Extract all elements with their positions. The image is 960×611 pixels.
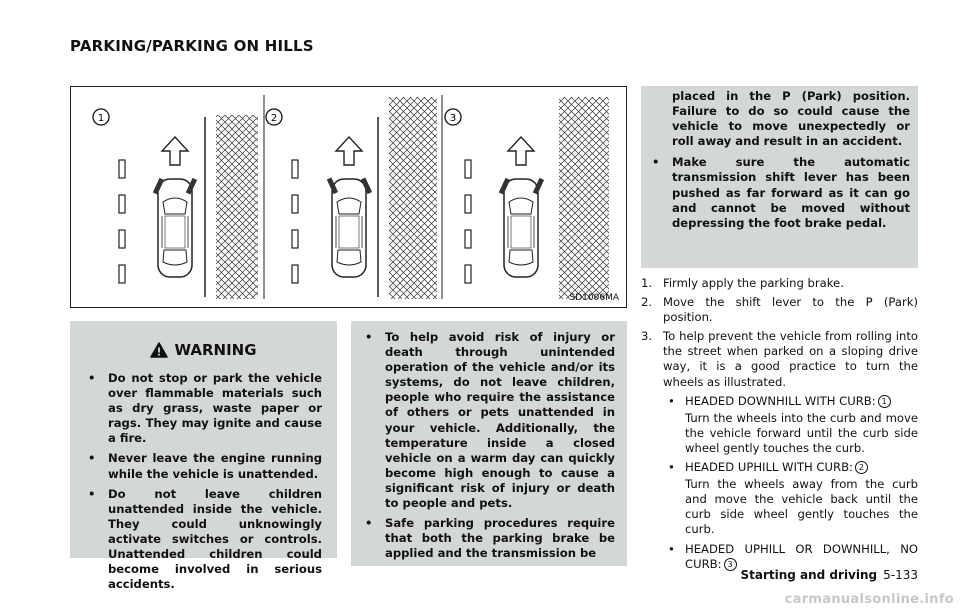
warning-list-3 <box>650 89 910 236</box>
bullet-icon: • <box>652 155 660 170</box>
warning-item: • Make sure the automatic transmission shift lever has been pushed as far forward as it can go and cannot be moved without depressing the foot brake pedal. <box>652 155 910 230</box>
bullet-icon: • <box>365 330 373 344</box>
procedure-steps <box>641 276 918 576</box>
warning-item: • Do not leave children unattended inside the vehicle. They could unknowingly activate switches or controls. Unattended children could become involved in serious accidents. <box>88 486 322 592</box>
footer-section: Starting and driving <box>740 568 878 582</box>
page-title: PARKING/PARKING ON HILLS <box>70 37 314 55</box>
warning-box-continued <box>351 321 627 566</box>
warning-box-end <box>641 86 918 268</box>
page-number: 5-133 <box>883 568 918 582</box>
bullet-icon: • <box>668 393 675 408</box>
bullet-icon: • <box>668 541 675 556</box>
warning-continued-text: placed in the P (Park) position. Failure to do so could cause the vehicle to move unexpectedly or roll away and result in an accident. <box>672 89 910 149</box>
substep-uphill-curb: • HEADED UPHILL WITH CURB: 2 Turn the wheels away from the curb and move the vehicle back until the curb side wheel gently touches the curb. <box>668 460 918 537</box>
warning-list <box>86 371 322 597</box>
warning-header <box>70 335 337 365</box>
bullet-icon: • <box>88 451 96 466</box>
warning-list-2 <box>363 330 615 566</box>
figure-code: SD1006MA <box>569 293 619 303</box>
warning-item: • To help avoid risk of injury or death through unintended operation of the vehicle and/or its systems, do not leave children, people who require the assistance of others or pets unattended in your vehicle. Additionally, the temperature inside a closed vehicle on a warm day can quickly become high enough to cause a significant risk of injury or death to people and pets. <box>365 330 615 511</box>
step-item: 2. Move the shift lever to the P (Park) position. <box>641 295 918 325</box>
panel-2 <box>264 95 437 299</box>
page-footer <box>740 568 918 582</box>
warning-item: • Safe parking procedures require that both the parking brake be applied and the transmission be <box>365 516 615 561</box>
panel-3 <box>442 95 609 299</box>
bullet-icon: • <box>365 516 373 531</box>
warning-item: • Never leave the engine running while the vehicle is unattended. <box>88 451 322 481</box>
warning-box <box>70 321 337 592</box>
substep-downhill-curb: • HEADED DOWNHILL WITH CURB: 1 Turn the wheels into the curb and move the vehicle forward until the curb side wheel gently touches the curb. <box>668 393 918 455</box>
ref-3-icon: 3 <box>724 558 737 571</box>
ref-1-icon: 1 <box>878 395 891 408</box>
warning-triangle-icon <box>150 342 168 358</box>
label-1: 1 <box>97 113 105 124</box>
bullet-icon: • <box>88 371 96 385</box>
parking-illustration <box>70 86 627 308</box>
watermark: carmanualsonline.info <box>784 592 954 607</box>
step-item: 3. To help prevent the vehicle from rolling into the street when parked on a sloping drive way, it is a good practice to turn the wheels as illustrated. • HEADED DOWNHILL WITH CURB: 1 Turn the wheels into the curb and move the vehicle forward until the curb side wheel gently touches the curb. • HEADED UPHILL WITH CURB: 2 Turn the wheels away from the curb and move the vehicle back until the curb side wheel gently touches the curb. • HEADED UPHILL OR DOWNHILL, NO CURB: 3 <box>641 329 918 571</box>
panel-1 <box>93 109 258 299</box>
label-3: 3 <box>449 113 457 124</box>
substep-no-curb: • HEADED UPHILL OR DOWNHILL, NO CURB: 3 <box>668 541 918 571</box>
step-item: 1. Firmly apply the parking brake. <box>641 276 844 290</box>
label-2: 2 <box>270 113 278 124</box>
warning-title: WARNING <box>174 341 257 359</box>
ref-2-icon: 2 <box>855 461 868 474</box>
parking-diagram <box>71 87 628 309</box>
warning-item: • Do not stop or park the vehicle over flammable materials such as dry grass, waste paper or rags. They may ignite and cause a fire. <box>88 371 322 446</box>
bullet-icon: • <box>668 460 675 475</box>
bullet-icon: • <box>88 486 96 501</box>
